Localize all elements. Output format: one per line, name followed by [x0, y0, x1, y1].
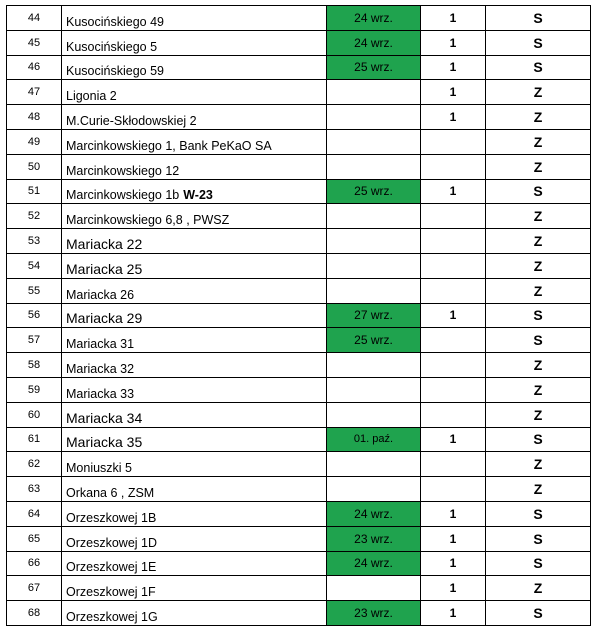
type-cell: Z: [486, 377, 591, 402]
count-cell: [421, 477, 486, 502]
row-number: 45: [7, 30, 62, 55]
table-row: [7, 377, 591, 402]
count-cell: 1: [421, 105, 486, 130]
row-number: 68: [7, 601, 62, 626]
type-cell: Z: [486, 253, 591, 278]
address-text: Mariacka 29: [66, 310, 143, 327]
address-text: Orzeszkowej 1B: [66, 510, 157, 525]
date-cell: 27 wrz.: [327, 303, 421, 328]
table-row: [7, 55, 591, 80]
count-cell: [421, 452, 486, 477]
row-number: 46: [7, 55, 62, 80]
date-cell: [327, 377, 421, 402]
type-cell: Z: [486, 229, 591, 254]
date-cell: [327, 477, 421, 502]
row-number: 54: [7, 253, 62, 278]
type-cell: Z: [486, 477, 591, 502]
address-cell: [62, 6, 327, 31]
address-cell: [62, 303, 327, 328]
address-cell: [62, 204, 327, 229]
table-body: [7, 6, 591, 626]
row-number: 67: [7, 576, 62, 601]
address-cell: [62, 551, 327, 576]
table-row: [7, 30, 591, 55]
count-cell: 1: [421, 551, 486, 576]
table-row: [7, 551, 591, 576]
row-number: 60: [7, 402, 62, 427]
table-row: [7, 204, 591, 229]
address-cell: [62, 253, 327, 278]
row-number: 50: [7, 154, 62, 179]
date-cell: 25 wrz.: [327, 328, 421, 353]
type-cell: S: [486, 30, 591, 55]
address-text: Mariacka 31: [66, 337, 135, 352]
table-row: [7, 229, 591, 254]
table-row: [7, 353, 591, 378]
address-text: Ligonia 2: [66, 89, 117, 104]
row-number: 48: [7, 105, 62, 130]
table-row: [7, 452, 591, 477]
date-cell: [327, 353, 421, 378]
address-cell: [62, 601, 327, 626]
address-text: Marcinkowskiego 1b: [66, 188, 180, 203]
table-row: [7, 278, 591, 303]
address-table: [6, 5, 591, 626]
address-cell: [62, 80, 327, 105]
row-number: 63: [7, 477, 62, 502]
date-cell: [327, 80, 421, 105]
address-text: Moniuszki 5: [66, 461, 132, 476]
type-cell: Z: [486, 278, 591, 303]
date-cell: 24 wrz.: [327, 501, 421, 526]
date-cell: 25 wrz.: [327, 179, 421, 204]
address-text: Kusocińskiego 49: [66, 14, 164, 29]
count-cell: 1: [421, 526, 486, 551]
address-cell: [62, 328, 327, 353]
count-cell: [421, 278, 486, 303]
type-cell: S: [486, 328, 591, 353]
address-cell: [62, 402, 327, 427]
address-cell: [62, 154, 327, 179]
type-cell: S: [486, 303, 591, 328]
type-cell: S: [486, 526, 591, 551]
type-cell: Z: [486, 576, 591, 601]
address-text: Mariacka 32: [66, 361, 135, 376]
table-row: [7, 402, 591, 427]
date-cell: [327, 253, 421, 278]
count-cell: 1: [421, 30, 486, 55]
address-cell: [62, 353, 327, 378]
table-row: [7, 576, 591, 601]
table-row: [7, 501, 591, 526]
row-number: 44: [7, 6, 62, 31]
type-cell: Z: [486, 204, 591, 229]
address-cell: [62, 30, 327, 55]
address-cell: [62, 526, 327, 551]
count-cell: [421, 154, 486, 179]
type-cell: S: [486, 179, 591, 204]
address-text: Mariacka 33: [66, 386, 135, 401]
date-cell: [327, 129, 421, 154]
address-cell: [62, 427, 327, 452]
address-text: Orzeszkowej 1G: [66, 609, 158, 624]
table-row: [7, 253, 591, 278]
date-cell: [327, 402, 421, 427]
date-cell: 24 wrz.: [327, 30, 421, 55]
count-cell: [421, 129, 486, 154]
type-cell: Z: [486, 129, 591, 154]
address-text: Marcinkowskiego 12: [66, 163, 180, 178]
row-number: 56: [7, 303, 62, 328]
address-text: Orkana 6 , ZSM: [66, 485, 155, 500]
date-cell: [327, 452, 421, 477]
date-cell: [327, 204, 421, 229]
address-cell: [62, 501, 327, 526]
count-cell: [421, 253, 486, 278]
address-text: Orzeszkowej 1D: [66, 535, 157, 550]
type-cell: S: [486, 501, 591, 526]
table-row: [7, 80, 591, 105]
row-number: 59: [7, 377, 62, 402]
count-cell: [421, 402, 486, 427]
row-number: 53: [7, 229, 62, 254]
count-cell: 1: [421, 80, 486, 105]
date-cell: 24 wrz.: [327, 551, 421, 576]
date-cell: [327, 576, 421, 601]
row-number: 61: [7, 427, 62, 452]
address-text: Kusocińskiego 59: [66, 64, 164, 79]
row-number: 52: [7, 204, 62, 229]
address-cell: [62, 229, 327, 254]
date-cell: 01. paź.: [327, 427, 421, 452]
count-cell: 1: [421, 501, 486, 526]
count-cell: 1: [421, 55, 486, 80]
row-number: 66: [7, 551, 62, 576]
date-cell: [327, 278, 421, 303]
date-cell: [327, 154, 421, 179]
address-text: Mariacka 34: [66, 409, 143, 426]
type-cell: Z: [486, 154, 591, 179]
count-cell: [421, 229, 486, 254]
address-cell: [62, 477, 327, 502]
table-row: [7, 154, 591, 179]
address-text: Marcinkowskiego 6,8 , PWSZ: [66, 213, 230, 228]
address-text: M.Curie-Skłodowskiej 2: [66, 113, 197, 128]
row-number: 62: [7, 452, 62, 477]
type-cell: Z: [486, 353, 591, 378]
count-cell: 1: [421, 303, 486, 328]
address-cell: [62, 576, 327, 601]
address-cell: [62, 377, 327, 402]
table-row: [7, 129, 591, 154]
address-cell: [62, 129, 327, 154]
address-cell: [62, 105, 327, 130]
count-cell: 1: [421, 576, 486, 601]
address-text: Orzeszkowej 1F: [66, 585, 156, 600]
type-cell: Z: [486, 402, 591, 427]
table-row: [7, 105, 591, 130]
count-cell: 1: [421, 427, 486, 452]
count-cell: [421, 204, 486, 229]
date-cell: 25 wrz.: [327, 55, 421, 80]
count-cell: [421, 328, 486, 353]
address-cell: [62, 179, 327, 204]
address-cell: [62, 452, 327, 477]
type-cell: S: [486, 55, 591, 80]
count-cell: [421, 377, 486, 402]
row-number: 65: [7, 526, 62, 551]
row-number: 57: [7, 328, 62, 353]
type-cell: Z: [486, 105, 591, 130]
type-cell: S: [486, 551, 591, 576]
table-row: [7, 526, 591, 551]
table-row: [7, 427, 591, 452]
row-number: 58: [7, 353, 62, 378]
row-number: 47: [7, 80, 62, 105]
address-text: Marcinkowskiego 1, Bank PeKaO SA: [66, 138, 272, 153]
type-cell: S: [486, 601, 591, 626]
date-cell: 23 wrz.: [327, 526, 421, 551]
count-cell: 1: [421, 601, 486, 626]
row-number: 49: [7, 129, 62, 154]
date-cell: [327, 105, 421, 130]
address-text: Orzeszkowej 1E: [66, 560, 157, 575]
address-cell: [62, 55, 327, 80]
address-text: Mariacka 35: [66, 434, 143, 451]
table-row: [7, 477, 591, 502]
row-number: 64: [7, 501, 62, 526]
address-text: Kusocińskiego 5: [66, 39, 158, 54]
address-text: Mariacka 25: [66, 260, 143, 277]
date-cell: 24 wrz.: [327, 6, 421, 31]
address-text: Mariacka 22: [66, 235, 143, 252]
address-cell: [62, 278, 327, 303]
type-cell: S: [486, 6, 591, 31]
table-row: [7, 328, 591, 353]
date-cell: 23 wrz.: [327, 601, 421, 626]
table-row: [7, 601, 591, 626]
type-cell: S: [486, 427, 591, 452]
address-code: W-23: [183, 188, 213, 203]
type-cell: Z: [486, 452, 591, 477]
count-cell: 1: [421, 179, 486, 204]
type-cell: Z: [486, 80, 591, 105]
count-cell: 1: [421, 6, 486, 31]
table-row: [7, 303, 591, 328]
table-row: [7, 179, 591, 204]
row-number: 55: [7, 278, 62, 303]
count-cell: [421, 353, 486, 378]
row-number: 51: [7, 179, 62, 204]
table-row: [7, 6, 591, 31]
date-cell: [327, 229, 421, 254]
address-text: Mariacka 26: [66, 287, 135, 302]
